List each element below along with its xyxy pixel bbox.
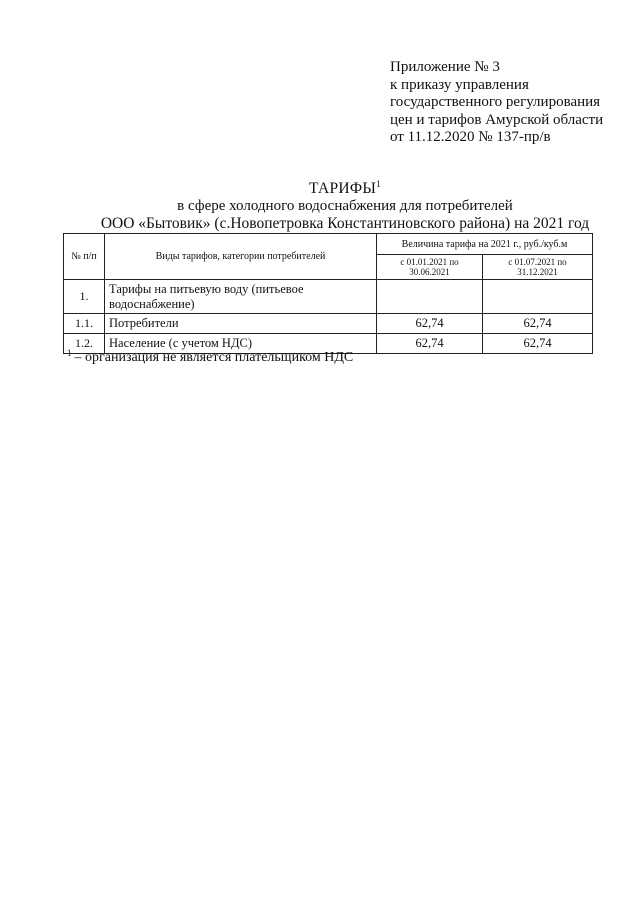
table-row [64, 280, 593, 314]
title-main [60, 180, 630, 197]
row-value-2: 62,74 [483, 334, 593, 354]
row-num: 1.1. [64, 314, 105, 334]
appendix-line-5: от 11.12.2020 № 137-пр/в [390, 129, 551, 146]
title-subtitle-2: ООО «Бытовик» (с.Новопетровка Константиновского района) на 2021 год [100, 215, 590, 232]
row-num: 1. [64, 280, 105, 314]
header-period-2: с 01.07.2021 по 31.12.2021 [483, 255, 593, 280]
row-value-2: 62,74 [483, 314, 593, 334]
row-num: 1.2. [64, 334, 105, 354]
title-text: ТАРИФЫ [308, 180, 377, 197]
row-name: Потребители [105, 314, 377, 334]
row-name: Население (с учетом НДС) [105, 334, 377, 354]
row-value-1: 62,74 [377, 334, 483, 354]
row-value-2 [483, 280, 593, 314]
tariff-table [63, 233, 593, 354]
appendix-line-2: к приказу управления [390, 76, 529, 93]
table-row [64, 314, 593, 334]
title-footnote-mark: 1 [376, 179, 382, 189]
footnote [67, 350, 353, 366]
row-name: Тарифы на питьевую воду (питьевое водоснабжение) [105, 280, 377, 314]
row-value-1: 62,74 [377, 314, 483, 334]
footnote-mark: 1 [67, 348, 72, 358]
row-value-1 [377, 280, 483, 314]
appendix-line-4: цен и тарифов Амурской области [390, 111, 604, 128]
document-title [60, 180, 630, 232]
appendix-line-1: Приложение № 3 [390, 59, 500, 75]
header-num: № п/п [64, 234, 105, 280]
header-period-1: с 01.01.2021 по 30.06.2021 [377, 255, 483, 280]
header-name: Виды тарифов, категории потребителей [105, 234, 377, 280]
appendix-header [390, 59, 630, 147]
title-subtitle-1: в сфере холодного водоснабжения для потребителей [177, 198, 513, 214]
footnote-text: – организация не является плательщиком НДС [74, 350, 354, 365]
table-header-row [64, 234, 593, 255]
header-value: Величина тарифа на 2021 г., руб./куб.м [377, 234, 593, 255]
appendix-line-3: государственного регулирования [390, 94, 601, 111]
